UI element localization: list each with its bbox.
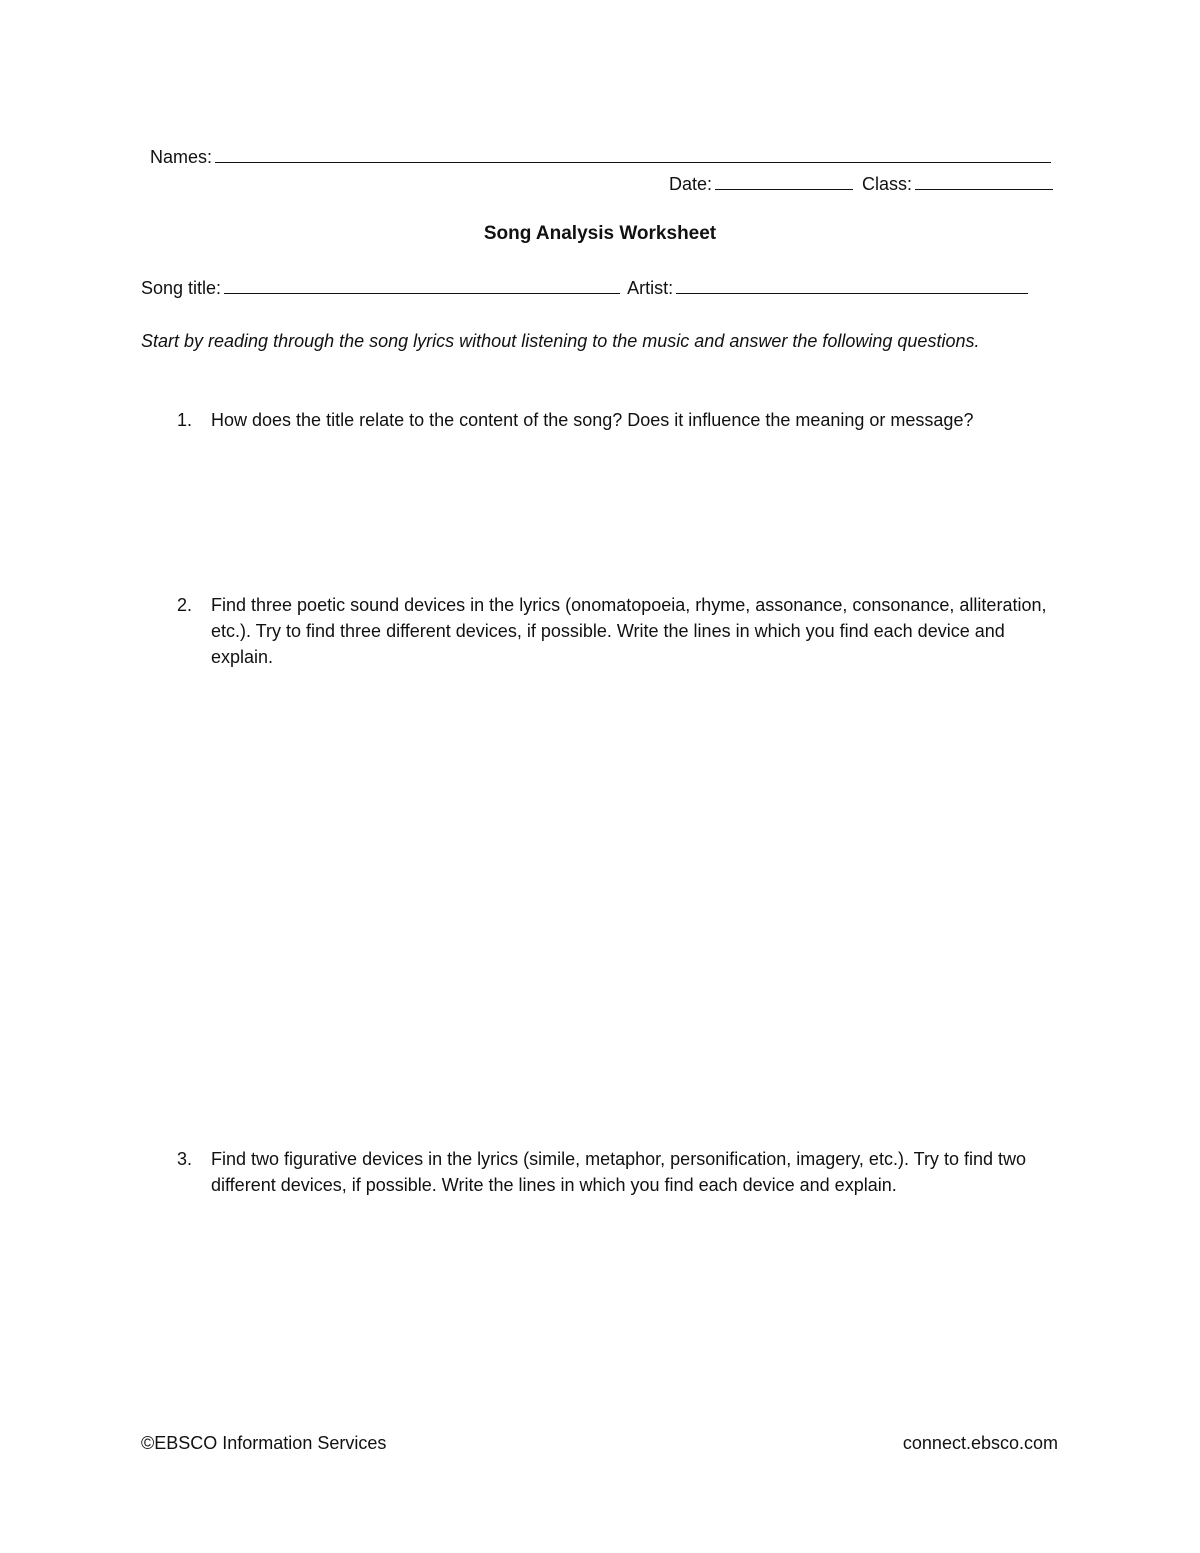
date-class-row — [669, 173, 1053, 195]
song-title-label: Song title: — [141, 278, 222, 298]
instructions: Start by reading through the song lyrics without listening to the music and answer the following questions. — [141, 331, 980, 351]
artist-field[interactable] — [676, 277, 1028, 294]
question-text: Find two figurative devices in the lyrics (simile, metaphor, personification, imagery, etc.). Try to find two different devices, if possible. Write the lines in which you find each device and explain. — [211, 1149, 1026, 1195]
question-number: 3. — [177, 1149, 193, 1169]
class-field[interactable] — [915, 173, 1053, 190]
question-number: 1. — [177, 410, 193, 430]
song-title-field[interactable] — [224, 277, 620, 294]
page-title: Song Analysis Worksheet — [483, 223, 717, 244]
names-label: Names: — [150, 147, 213, 167]
names-row — [150, 146, 1051, 168]
question-number: 2. — [177, 595, 193, 615]
footer-copyright: ©EBSCO Information Services — [141, 1433, 387, 1453]
artist-label: Artist: — [627, 278, 674, 298]
date-label: Date: — [669, 174, 713, 194]
question-text: Find three poetic sound devices in the lyrics (onomatopoeia, rhyme, assonance, consonance, alliteration, etc.). Try to find three different devices, if possible. Write the lines in which you find each device and explain. — [211, 595, 1047, 667]
answer-area-2[interactable] — [211, 690, 1061, 1130]
footer-website[interactable]: connect.ebsco.com — [902, 1433, 1058, 1453]
names-field[interactable] — [215, 146, 1051, 163]
answer-area-3[interactable] — [211, 1215, 1061, 1415]
class-label: Class: — [862, 174, 913, 194]
answer-area-1[interactable] — [211, 450, 1061, 580]
date-field[interactable] — [715, 173, 853, 190]
question-text: How does the title relate to the content of the song? Does it influence the meaning or message? — [211, 410, 974, 430]
song-artist-row — [141, 277, 1028, 299]
